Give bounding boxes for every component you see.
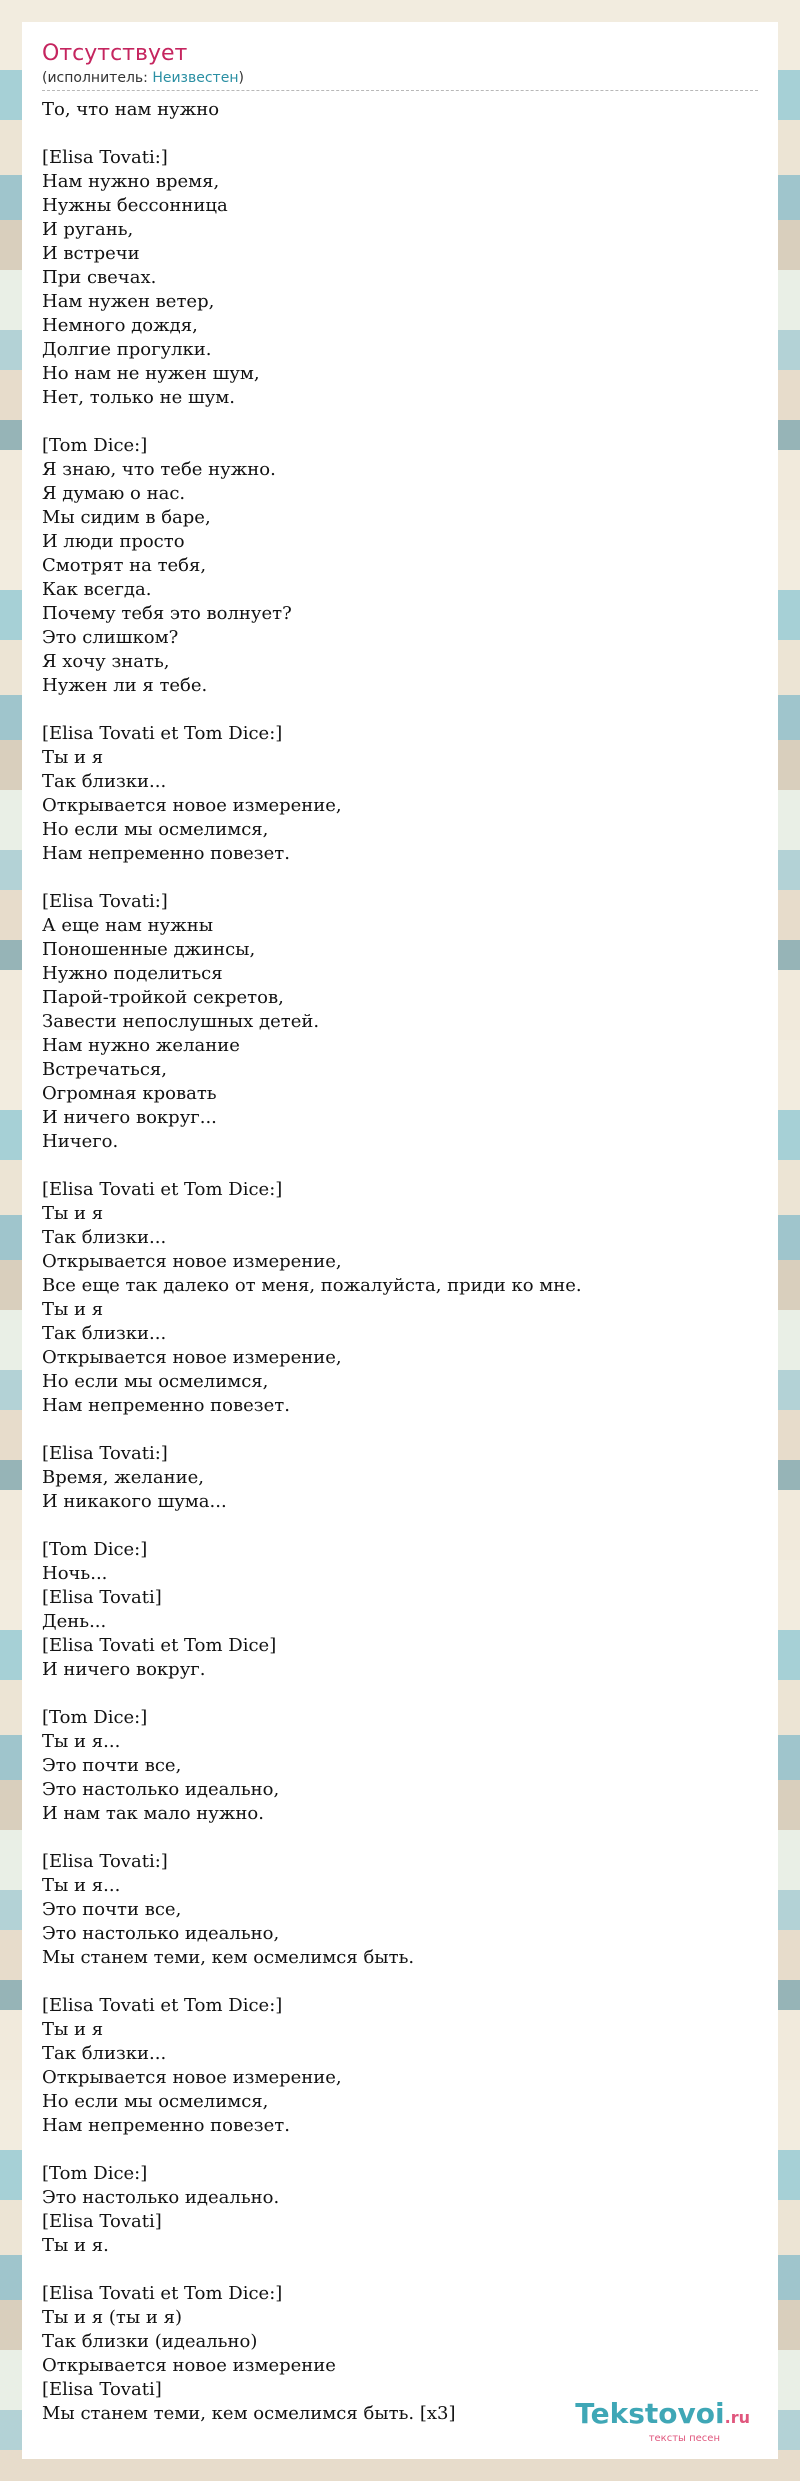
song-title: Отсутствует xyxy=(42,41,188,66)
artist-prefix: (исполнитель: xyxy=(42,70,153,86)
logo-name: Tekstovoi xyxy=(575,2397,725,2430)
logo-domain: .ru xyxy=(724,2408,750,2427)
logo-tagline: тексты песен xyxy=(648,2433,720,2444)
lyrics-card xyxy=(22,22,778,2459)
artist-line xyxy=(42,68,758,88)
site-logo[interactable] xyxy=(575,2399,750,2445)
logo-wordmark xyxy=(575,2399,750,2433)
artist-suffix: ) xyxy=(238,70,244,86)
lyrics-text: То, что нам нужно [Elisa Tovati:] Нам нужно время, Нужны бессонница И ругань, И встречи При свечах. Нам нужен ветер, Немного дождя, Долгие прогулки. Но нам не нужен шум, Нет, только не шум. [Tom Dice:] Я знаю, что тебе нужно. Я думаю о нас. Мы сидим в баре, И люди просто Смотрят на тебя, Как всегда. Почему тебя это волнует? Это слишком? Я хочу знать, Нужен ли я тебе. [Elisa Tovati et Tom Dice:] Ты и я Так близки... Открывается новое измерение, Но если мы осмелимся, Нам непременно повезет. [Elisa Tovati:] А еще нам нужны Поношенные джинсы, Нужно поделиться Парой-тройкой секретов, Завести непослушных детей. Нам нужно желание Встречаться, Огромная кровать И ничего вокруг... Ничего. [Elisa Tovati et Tom Dice:] Ты и я Так близки... Открывается новое измерение, Все еще так далеко от меня, пожалуйста, приди ко мне. Ты и я Так близки... Открывается новое измерение, Но если мы осмелимся, Нам непременно повезет. [Elisa Tovati:] Время, желание, И никакого шума... [Tom Dice:] Ночь... [Elisa Tovati] День... [Elisa Tovati et Tom Dice] И ничего вокруг. [Tom Dice:] Ты и я... Это почти все, Это настолько идеально, И нам так мало нужно. [Elisa Tovati:] Ты и я... Это почти все, Это настолько идеально, Мы станем теми, кем осмелимся быть. [Elisa Tovati et Tom Dice:] Ты и я Так близки... Открывается новое измерение, Но если мы осмелимся, Нам непременно повезет. [Tom Dice:] Это настолько идеально. [Elisa Tovati] Ты и я. [Elisa Tovati et Tom Dice:] Ты и я (ты и я) Так близки (идеально) Открывается новое измерение [Elisa Tovati] Мы станем теми, кем осмелимся быть. [x3] xyxy=(42,99,582,2424)
artist-link[interactable]: Неизвестен xyxy=(152,70,239,86)
song-header xyxy=(42,40,758,91)
